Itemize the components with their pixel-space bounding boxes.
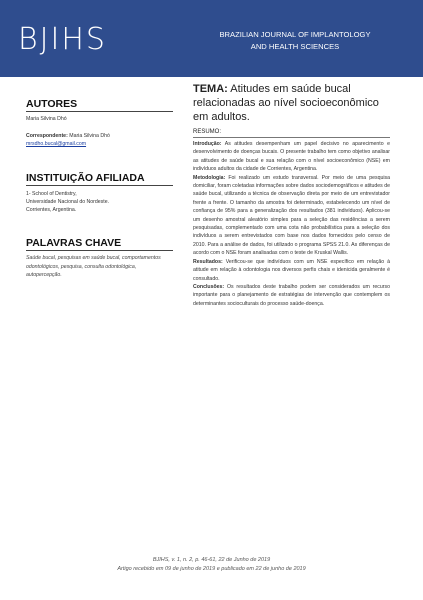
conclusion-paragraph [193,283,390,308]
institution-line: Universidade Nacional do Nordeste. [26,199,110,205]
article-main [193,82,390,308]
citation-line: BJIHS, v. 1, n. 2, p. 46-61, 22 de Junho de 2019 [152,557,271,563]
corresponding-author [26,132,173,140]
conclusion-text: Os resultados deste trabalho podem ser considerados um recurso importante para o planejamento de estratégias de intervenção que contemplem os determinantes socioculturais do processo saúde-doença. [193,283,390,307]
results-label: Resultados: [193,258,223,265]
intro-paragraph [193,140,390,174]
intro-text: As atitudes desempenham um papel decisivo no aparecimento e desenvolvimento de doenças bucais. O presente trabalho tem como objetivo analisar as atitudes de saúde bucal e sua relação com o nível socioeconômico (NSE) em indivíduos adultos da cidade de Corrientes, Argentina. [193,141,391,173]
tema-label: TEMA: [193,83,228,95]
authors-heading: AUTORES [26,98,173,112]
institution-line: Corrientes, Argentina. [26,207,77,213]
corresponding-label: Correspondente: [26,133,68,139]
author-name: Maria Silvina Dhó [26,116,67,122]
method-label: Metodologia: [193,174,226,181]
journal-name [197,29,393,53]
results-paragraph [193,258,390,283]
journal-name-line1: BRAZILIAN JOURNAL OF IMPLANTOLOGY [219,30,371,39]
authors-section [26,98,173,148]
journal-logo: BJIHS [18,22,107,57]
received-line: Artigo recebido em 09 de junho de 2019 e publicado em 22 de junho de 2019 [117,566,306,572]
keywords-section [26,237,173,280]
article-title [193,82,390,124]
journal-name-line2: AND HEALTH SCIENCES [250,42,340,51]
corresponding-email-link[interactable]: mrsdho.bucal@gmail.com [26,141,87,147]
institution-line: 1- School of Dentistry, [26,191,77,197]
tema-title: Atitudes em saúde bucal relacionadas ao nível socioeconômico em adultos. [193,83,379,123]
institution-section [26,172,173,214]
keywords-heading: PALAVRAS CHAVE [26,237,173,251]
method-paragraph [193,174,390,258]
method-text: Foi realizado um estudo transversal. Por meio de uma pesquisa domiciliar, foram coletadas informações sobre dados sociodemográficos e atitudes de saúde bucal, utilizando a técnica de observação direta por meio de um entrevistador frente a frente. O tamanho da amostra foi determinado, estabelecendo um nível de confiança de 95% para a generalização dos resultados (381 indivíduos). Aplicou-se um desenho amostral aleatório simples para a seleção das residências a serem pesquisadas, complementado com uma cota não probabilística para a seleção dos indivíduos a serem entrevistados com base nos dados fornecidos pelo censo de 2010. Para a análise de dados, foi utilizado o programa SPSS 21.0. As diferenças de acordo com o NSE foram analisadas com o teste de Kruskal Wallis. [193,174,390,257]
intro-label: Introdução: [193,141,222,147]
resumo-heading: RESUMO: [193,128,390,138]
keywords-text: Saúde bucal, pesquisas em saúde bucal, comportamentos odontológicos, pesquisa, consulta odontológica, autopercepção. [26,255,161,278]
institution-heading: INSTITUIÇÃO AFILIADA [26,172,173,186]
conclusion-label: Conclusões: [193,283,225,290]
results-text: Verificou-se que indivíduos com um NSE específico em relação à atitude em relação à odontologia nos diversos perfis chais e idenicida geralmente é consultado. [193,258,390,282]
corresponding-name: Maria Silvina Dhó [69,133,110,139]
journal-header [0,0,423,77]
